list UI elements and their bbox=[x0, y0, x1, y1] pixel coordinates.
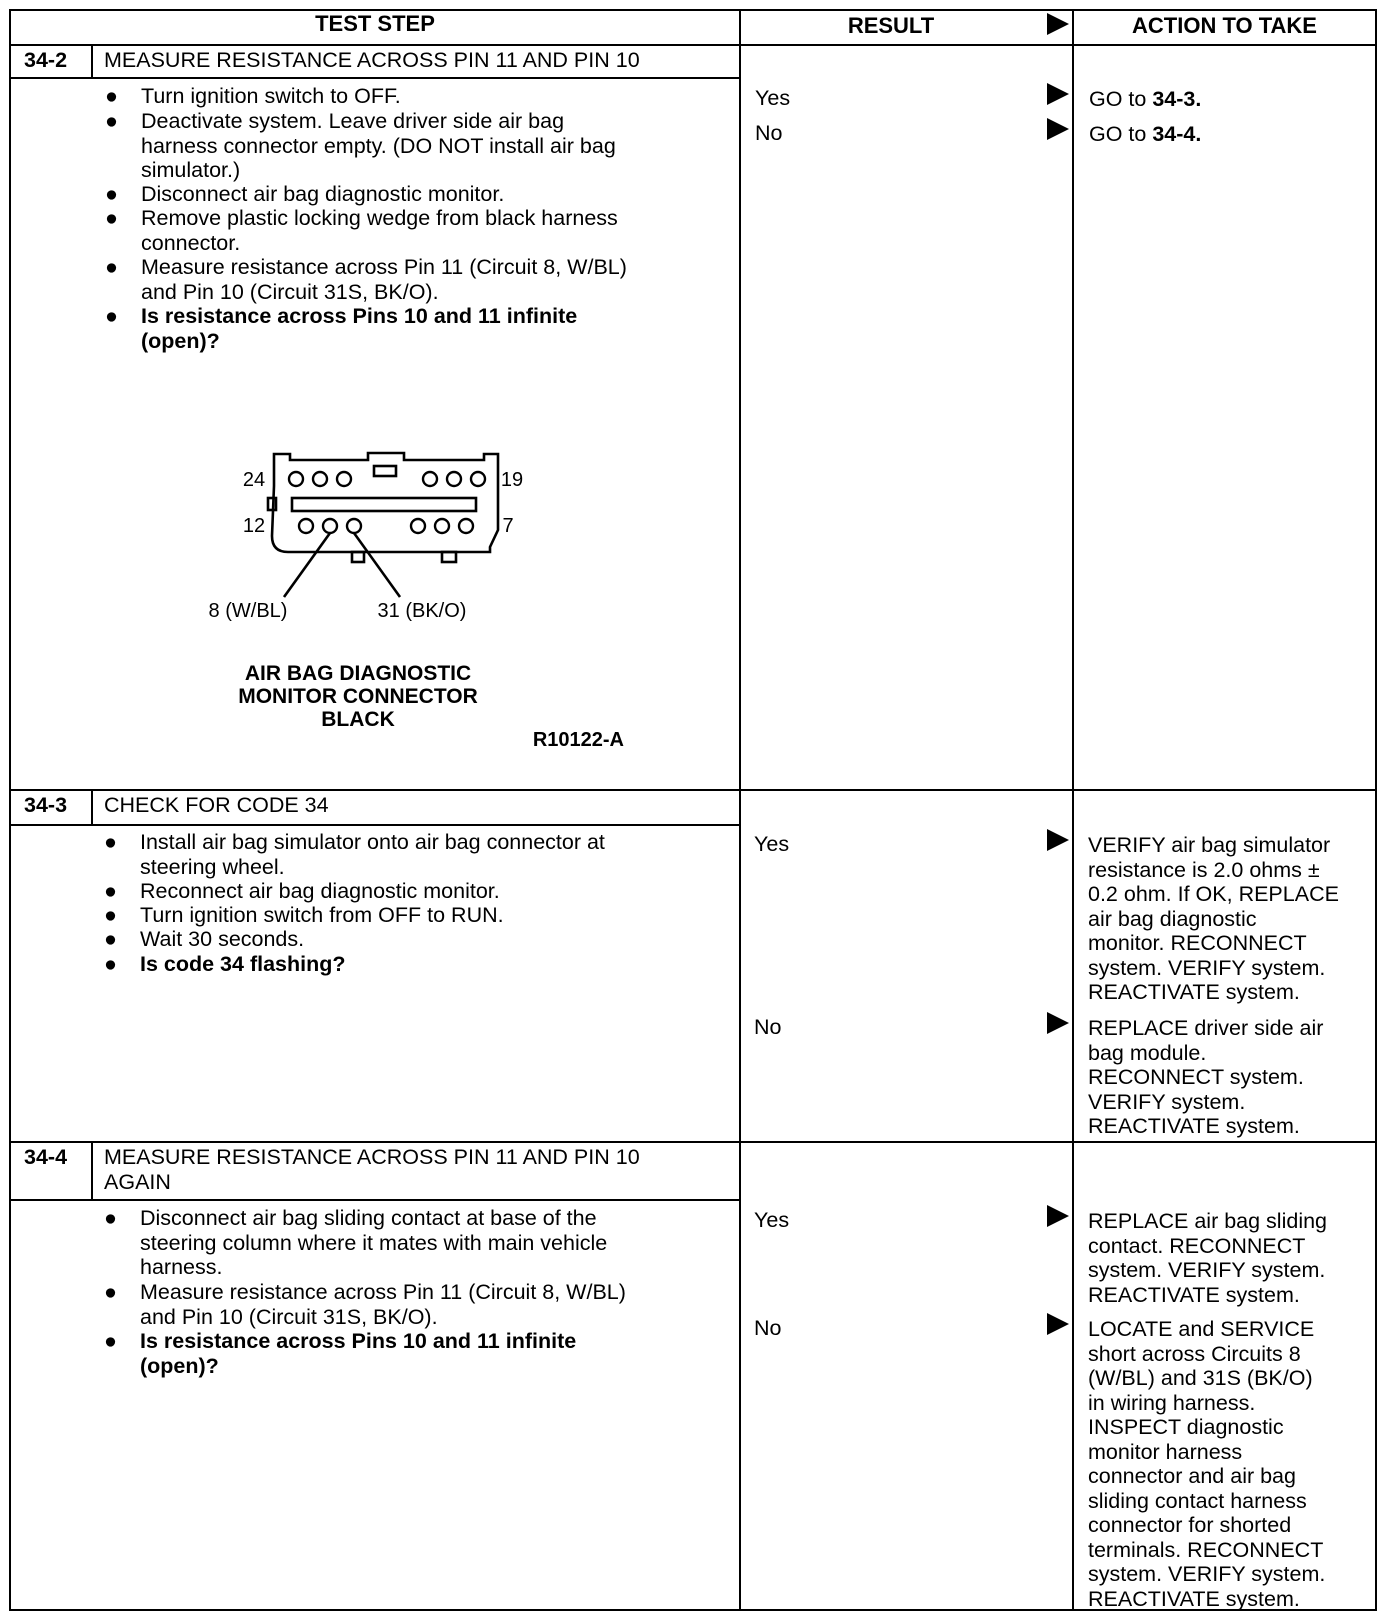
wire-label-left: 8 (W/BL) bbox=[208, 600, 288, 622]
step-number-divider bbox=[91, 1141, 93, 1200]
bullet-item: ● Wait 30 seconds. bbox=[104, 927, 305, 951]
action-text: GO to 34-3. bbox=[1089, 87, 1202, 111]
column-divider-action bbox=[1072, 9, 1074, 1611]
result-arrow-icon bbox=[1047, 1313, 1069, 1335]
column-divider-result bbox=[739, 9, 741, 1611]
bullet-icon: ● bbox=[104, 879, 117, 903]
pin-label-12: 12 bbox=[242, 515, 266, 537]
bullet-item: ● Reconnect air bag diagnostic monitor. bbox=[104, 879, 500, 903]
bullet-icon: ● bbox=[104, 927, 117, 951]
step-number-divider bbox=[91, 44, 93, 78]
bullet-icon: ● bbox=[105, 109, 118, 133]
bullet-item: ● Measure resistance across Pin 11 (Circuit 8, W/BL) and Pin 10 (Circuit 31S, BK/O). bbox=[104, 1280, 626, 1329]
bullet-icon: ● bbox=[104, 1280, 117, 1304]
bullet-icon: ● bbox=[104, 1329, 117, 1353]
step-divider bbox=[9, 789, 1377, 791]
pin-label-7: 7 bbox=[502, 515, 514, 537]
action-text: GO to 34-4. bbox=[1089, 122, 1202, 146]
result-no: No bbox=[754, 1316, 782, 1340]
step-title-underline bbox=[9, 824, 741, 826]
bullet-icon: ● bbox=[105, 304, 118, 328]
result-yes: Yes bbox=[755, 86, 791, 110]
connector-diagram bbox=[190, 440, 624, 760]
step-title-underline bbox=[9, 77, 741, 79]
bullet-item: ● Install air bag simulator onto air bag connector at steering wheel. bbox=[104, 830, 605, 879]
bullet-item: ● Disconnect air bag diagnostic monitor. bbox=[105, 182, 505, 206]
result-arrow-icon bbox=[1047, 83, 1069, 105]
bullet-item: ● Deactivate system. Leave driver side air bag harness connector empty. (DO NOT install air bag simulator.) bbox=[105, 109, 616, 182]
bullet-item: ● Remove plastic locking wedge from black harness connector. bbox=[105, 206, 618, 255]
diagram-caption-line-3: BLACK bbox=[321, 708, 395, 731]
header-arrow-icon bbox=[1047, 13, 1069, 35]
step-title-underline bbox=[9, 1199, 741, 1201]
bullet-icon: ● bbox=[104, 830, 117, 854]
wire-leaders bbox=[284, 533, 400, 597]
bullet-icon: ● bbox=[105, 182, 118, 206]
bullet-item: ● Turn ignition switch to OFF. bbox=[105, 84, 401, 108]
pin-label-19: 19 bbox=[500, 469, 524, 491]
diagram-caption-line-2: MONITOR CONNECTOR bbox=[238, 685, 478, 708]
step-number-divider bbox=[91, 789, 93, 825]
result-yes: Yes bbox=[754, 1208, 790, 1232]
result-arrow-icon bbox=[1047, 1012, 1069, 1034]
step-number-34-2: 34-2 bbox=[24, 48, 68, 72]
bullet-question: ● Is resistance across Pins 10 and 11 infinite (open)? bbox=[105, 304, 578, 353]
step-divider bbox=[9, 1141, 1377, 1143]
header-action: ACTION TO TAKE bbox=[1132, 13, 1317, 38]
step-title-34-3: CHECK FOR CODE 34 bbox=[104, 793, 329, 817]
bullet-icon: ● bbox=[104, 1206, 117, 1230]
wire-label-right: 31 (BK/O) bbox=[377, 600, 467, 622]
bullet-item: ● Turn ignition switch from OFF to RUN. bbox=[104, 903, 504, 927]
bullet-question: ● Is code 34 flashing? bbox=[104, 952, 346, 976]
bullet-icon: ● bbox=[104, 903, 117, 927]
result-arrow-icon bbox=[1047, 118, 1069, 140]
bullet-icon: ● bbox=[105, 84, 118, 108]
result-arrow-icon bbox=[1047, 829, 1069, 851]
diagram-caption-line-1: AIR BAG DIAGNOSTIC bbox=[244, 662, 472, 685]
bullet-item: ● Disconnect air bag sliding contact at base of the steering column where it mates with main vehicle harness. bbox=[104, 1206, 608, 1279]
step-number-34-3: 34-3 bbox=[24, 793, 68, 817]
action-text: VERIFY air bag simulator resistance is 2.0 ohms ± 0.2 ohm. If OK, REPLACE air bag diagnostic monitor. RECONNECT system. VERIFY system. REACTIVATE system. bbox=[1088, 833, 1339, 1004]
bullet-icon: ● bbox=[105, 206, 118, 230]
header-underline bbox=[9, 44, 1377, 46]
action-text: REPLACE air bag sliding contact. RECONNECT system. VERIFY system. REACTIVATE system. bbox=[1088, 1209, 1328, 1307]
step-number-34-4: 34-4 bbox=[24, 1145, 68, 1169]
result-no: No bbox=[755, 121, 783, 145]
diagram-reference: R10122-A bbox=[532, 729, 624, 751]
step-title-34-2: MEASURE RESISTANCE ACROSS PIN 11 AND PIN 10 bbox=[104, 48, 640, 72]
bullet-icon: ● bbox=[104, 952, 117, 976]
bullet-question: ● Is resistance across Pins 10 and 11 infinite (open)? bbox=[104, 1329, 577, 1378]
pin-holes-icon bbox=[289, 472, 485, 533]
header-test-step: TEST STEP bbox=[315, 11, 435, 36]
pin-label-24: 24 bbox=[242, 469, 266, 491]
action-text: LOCATE and SERVICE short across Circuits 8 (W/BL) and 31S (BK/O) in wiring harness. INSPECT diagnostic monitor harness connector and air bag sliding contact harness connector for shorted terminals. RECONNECT system. VERIFY system. REACTIVATE system. bbox=[1088, 1317, 1326, 1611]
bullet-icon: ● bbox=[105, 255, 118, 279]
bullet-item: ● Measure resistance across Pin 11 (Circuit 8, W/BL) and Pin 10 (Circuit 31S, BK/O). bbox=[105, 255, 627, 304]
table-border-left bbox=[9, 9, 11, 1611]
result-no: No bbox=[754, 1015, 782, 1039]
result-yes: Yes bbox=[754, 832, 790, 856]
header-result: RESULT bbox=[847, 13, 935, 38]
result-arrow-icon bbox=[1047, 1205, 1069, 1227]
connector-body-icon bbox=[268, 453, 498, 562]
table-border-right bbox=[1375, 9, 1377, 1611]
action-text: REPLACE driver side air bag module. RECONNECT system. VERIFY system. REACTIVATE system. bbox=[1088, 1016, 1324, 1138]
step-title-34-4: MEASURE RESISTANCE ACROSS PIN 11 AND PIN 10 AGAIN bbox=[104, 1145, 640, 1194]
